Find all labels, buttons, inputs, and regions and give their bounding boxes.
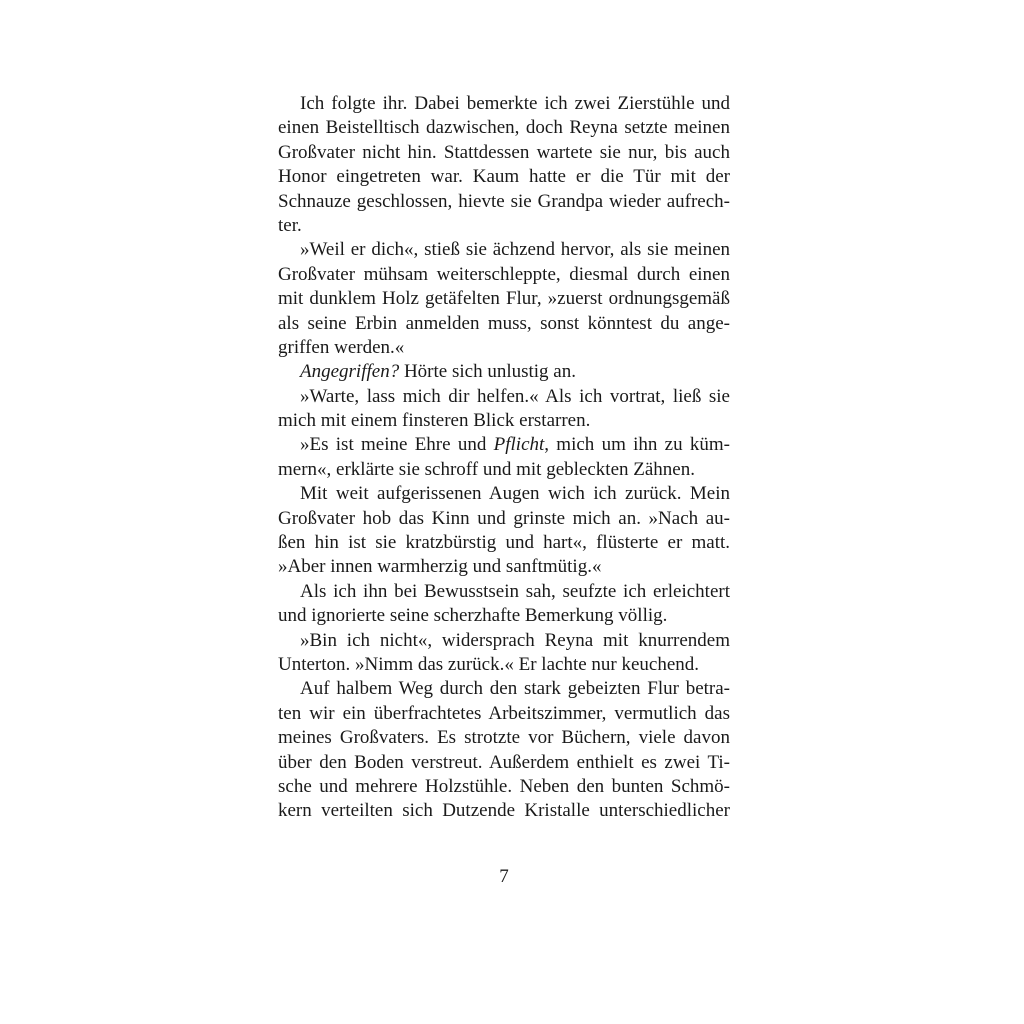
emphasis-text: Angegriffen?: [300, 361, 400, 383]
paragraph: [278, 482, 730, 580]
text-line: Ich folgte ihr. Dabei bemerkte ich zwei Zierstühle und: [300, 93, 730, 114]
paragraph: [278, 238, 730, 360]
text-line: Großvater hob das Kinn und grinste mich an. »Nach au-: [278, 507, 730, 529]
text-line: Großvater mühsam weiterschleppte, diesmal durch einen: [278, 263, 730, 285]
text-line: und ignorierte seine scherzhafte Bemerkung völlig.: [278, 605, 668, 627]
page-number: 7: [499, 866, 509, 887]
paragraph: [278, 92, 730, 238]
paragraph: [278, 433, 730, 482]
text-line: meines Großvaters. Es strotzte vor Büchern, viele davon: [278, 727, 730, 749]
text-line: ten wir ein überfrachtetes Arbeitszimmer, vermutlich das: [278, 702, 730, 724]
text-line: mich mit einem finsteren Blick erstarren.: [278, 410, 591, 432]
text-line: mern«, erklärte sie schroff und mit gebleckten Zähnen.: [278, 458, 695, 480]
text-line: »Warte, lass mich dir helfen.« Als ich vortrat, ließ sie: [300, 385, 730, 407]
paragraph: [278, 360, 730, 384]
text-line: Auf halbem Weg durch den stark gebeizten Flur betra-: [300, 678, 730, 700]
text-line: als seine Erbin anmelden muss, sonst könntest du ange-: [278, 312, 730, 334]
paragraph: [278, 629, 730, 678]
body-text: [278, 92, 730, 824]
text-line: mit dunklem Holz getäfelten Flur, »zuerst ordnungsgemäß: [278, 288, 730, 310]
text-line: »Aber innen warmherzig und sanftmütig.«: [278, 556, 602, 578]
text-line: Als ich ihn bei Bewusstsein sah, seufzte ich erleichtert: [300, 580, 730, 602]
paragraph: [278, 580, 730, 629]
text-line: Honor eingetreten war. Kaum hatte er die Tür mit der: [278, 166, 730, 188]
text-run: Hörte sich unlustig an.: [399, 361, 576, 383]
text-line: »Bin ich nicht«, widersprach Reyna mit knurrendem: [300, 629, 730, 651]
text-line: Schnauze geschlossen, hievte sie Grandpa wieder aufrech-: [278, 190, 730, 212]
text-run: , mich um ihn zu küm-: [544, 434, 730, 456]
emphasis-text: Pflicht: [493, 434, 545, 456]
text-line: Mit weit aufgerissenen Augen wich ich zurück. Mein: [300, 483, 730, 505]
text-line: griffen werden.«: [278, 336, 405, 358]
text-line: einen Beistelltisch dazwischen, doch Reyna setzte meinen: [278, 117, 730, 139]
text-line: über den Boden verstreut. Außerdem enthielt es zwei Ti-: [278, 751, 730, 773]
text-run: »Es ist meine Ehre und: [300, 434, 494, 456]
text-line: Unterton. »Nimm das zurück.« Er lachte nur keuchend.: [278, 653, 700, 675]
text-line: Großvater nicht hin. Stattdessen wartete sie nur, bis auch: [278, 141, 730, 163]
text-line: »Weil er dich«, stieß sie ächzend hervor, als sie meinen: [300, 239, 730, 261]
text-line: kern verteilten sich Dutzende Kristalle unterschiedlicher: [278, 800, 730, 822]
text-line: sche und mehrere Holzstühle. Neben den bunten Schmö-: [278, 775, 730, 797]
paragraph: [278, 385, 730, 434]
text-line: [278, 433, 730, 457]
text-line: ßen hin ist sie kratzbürstig und hart«, flüsterte er matt.: [278, 532, 730, 554]
paragraph: [278, 677, 730, 823]
text-line: ter.: [278, 214, 302, 236]
text-line: [278, 360, 730, 384]
